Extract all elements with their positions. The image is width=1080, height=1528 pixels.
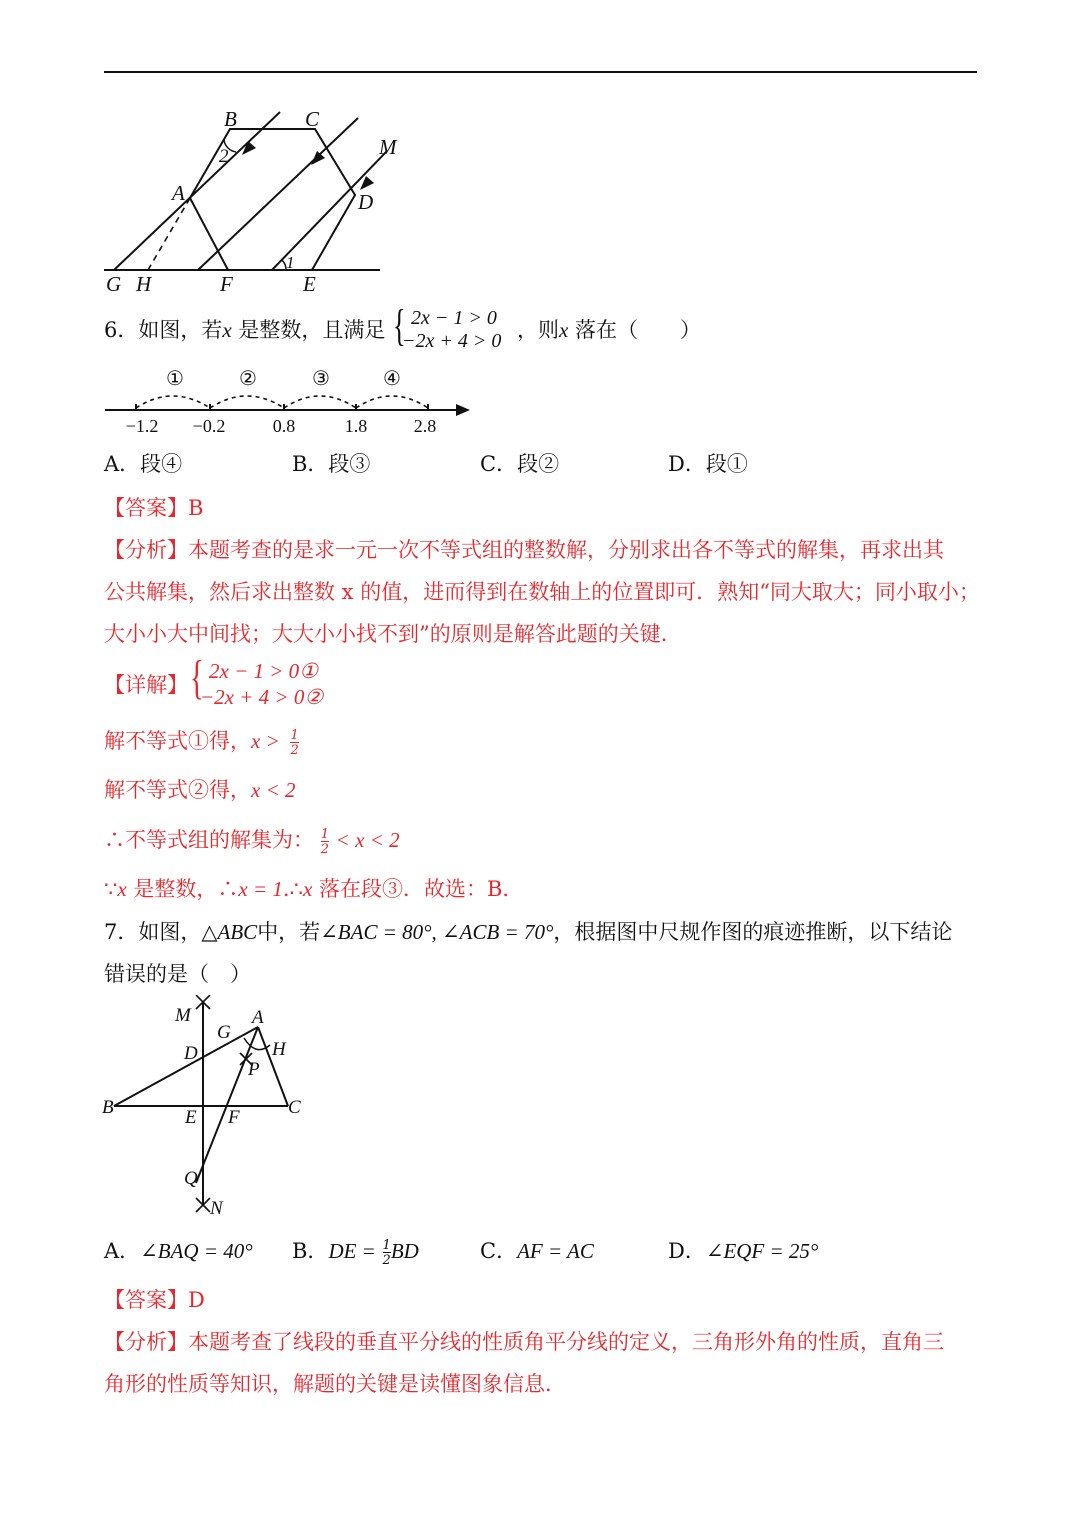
q6-option-a[interactable]: A．段④ [104,452,183,476]
q6-step2: 解不等式②得，x < 2 [104,778,296,802]
q6-analysis-line: 公共解集，然后求出整数 x 的值，进而得到在数轴上的位置即可．熟知“同大取大；同小取小； [104,580,980,604]
axis-arrow [456,404,470,416]
label-N: N [210,1198,223,1219]
label-1: 1 [286,253,295,272]
figure-hexagon-parallel-lines [100,100,400,300]
tick-label: 2.8 [413,416,437,436]
seg-label-1: ① [166,368,184,390]
q6-analysis-line: 大小小大中间找；大大小小找不到”的原则是解答此题的关键． [104,622,682,646]
label-C: C [288,1097,301,1118]
label-G: G [106,272,122,296]
header-rule [104,71,977,73]
seg-label-4: ④ [383,368,401,390]
q6-step1: 解不等式①得，x > $\frac{1}{2}$ [104,727,299,758]
q7-stem-line2: 错误的是（ ） [104,962,251,986]
q7-option-a[interactable]: A．∠BAQ = 40° [104,1239,253,1263]
q6-option-b[interactable]: B．段③ [292,452,371,476]
number-line [100,362,480,442]
q6-stem-end: ，则x 落在（ ） [517,318,702,342]
label-F: F [228,1107,240,1128]
label-E: E [303,272,316,296]
figure-triangle-construction [100,995,320,1220]
label-E: E [185,1107,197,1128]
arc-seg-3 [284,396,356,408]
label-M: M [175,1005,191,1026]
arrow-head-1 [242,141,256,155]
q7-option-b[interactable]: B．DE = $\frac{1}{2}$ BD [292,1237,419,1268]
label-M: M [379,135,397,159]
label-H: H [272,1039,286,1060]
side-BA [114,1027,258,1106]
q6-stem: 6．如图，若x 是整数，且满足 [104,318,386,342]
q6-step4: ∵x 是整数，∴x = 1.∴x 落在段③．故选：B． [104,877,524,901]
q7-analysis-line: 角形的性质等知识，解题的关键是读懂图象信息． [104,1372,566,1396]
q7-answer: 【答案】D [104,1288,205,1312]
arc-seg-1 [136,396,210,408]
tick-label: 1.8 [344,416,368,436]
q6-detail-brace: { [190,651,204,704]
q6-detail-ineq2: −2x + 4 > 0② [200,685,324,709]
seg-label-3: ③ [312,368,330,390]
line-GA [114,112,280,270]
tick-label: 0.8 [272,416,296,436]
label-B: B [224,107,237,131]
arc-seg-2 [210,396,284,408]
dashed-line-HA [148,198,190,270]
q7-analysis-line: 【分析】本题考查了线段的垂直平分线的性质角平分线的定义，三角形外角的性质，直角三 [104,1330,944,1354]
q6-system-ineq2: −2x + 4 > 0 [402,330,502,352]
arc-seg-4 [356,396,428,408]
arrow-head-2 [311,151,325,165]
label-G: G [217,1022,231,1043]
q6-answer: 【答案】B [104,496,204,520]
q7-option-c[interactable]: C．AF = AC [480,1239,594,1263]
q6-analysis-line: 【分析】本题考查的是求一元一次不等式组的整数解，分别求出各不等式的解集，再求出其 [104,538,944,562]
label-F: F [220,272,233,296]
q6-step3: ∴不等式组的解集为： $\frac{1}{2}$ < x < 2 [104,826,400,857]
arc-GH [244,1038,270,1050]
q7-option-d[interactable]: D．∠EQF = 25° [668,1239,819,1263]
tick-label: −0.2 [192,416,226,436]
q6-option-d[interactable]: D．段① [668,452,748,476]
q6-option-c[interactable]: C．段② [480,452,560,476]
label-C: C [305,107,320,131]
label-D: D [358,190,374,214]
q6-detail-ineq1: 2x − 1 > 0① [209,659,318,683]
q6-system-ineq1: 2x − 1 > 0 [411,307,497,329]
q6-detail-label: 【详解】 [104,673,188,697]
label-D: D [184,1043,198,1064]
label-Q: Q [184,1168,198,1189]
line-CF [198,118,358,270]
label-B: B [102,1097,114,1118]
label-2: 2 [219,146,229,167]
q7-stem-line1: 7．如图，△ABC中，若∠BAC = 80°, ∠ACB = 70°，根据图中尺规作图的痕迹推断，以下结论 [104,920,953,944]
q6-brace: { [393,301,406,350]
label-A: A [252,1007,264,1028]
label-P: P [248,1059,260,1080]
label-H: H [136,272,152,296]
tick-label: −1.2 [125,416,159,436]
seg-label-2: ② [239,368,257,390]
label-A: A [172,181,185,205]
